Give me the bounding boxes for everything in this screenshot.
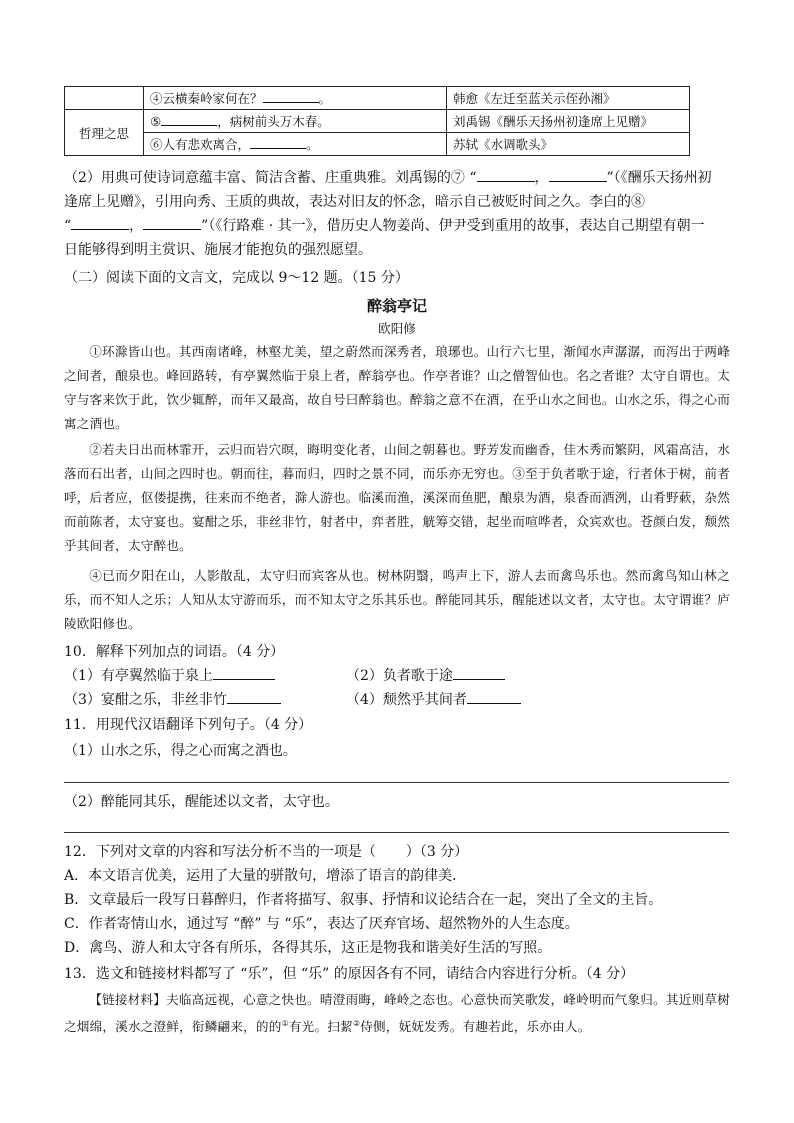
allusion-line-1: （2）用典可使诗词意蕴丰富、简洁含蓄、庄重典雅。刘禹锡的⑦ “ ， ”（《酬乐天扬州初: [64, 166, 730, 190]
q11-sentence-2: （2）醉能同其乐，醒能述以文者，太守也。: [64, 794, 339, 810]
category-cell: 哲理之思: [65, 110, 144, 156]
answer-blank[interactable]: [549, 167, 607, 182]
allusion-line-2: 逢席上见赠》，引用向秀、王质的典故，表达对旧友的怀念，暗示自己被贬时间之久。李白的⑧: [64, 194, 645, 210]
verse-cell: ④云横秦岭家何在？ 。: [144, 87, 447, 110]
category-cell: [65, 87, 144, 110]
answer-blank[interactable]: [227, 689, 281, 704]
source-cell: 韩愈《左迁至蓝关示侄孙湘》: [447, 87, 690, 110]
q11-sentence-1: （1）山水之乐，得之心而寓之酒也。: [64, 743, 297, 759]
allusion-question: [64, 166, 730, 262]
verse-cell: ⑤ ，病树前头万木春。: [144, 110, 447, 133]
q12-option-b: B．文章最后一段写日暮醉归，作者将描写、叙事、抒情和议论结合在一起，突出了全文的主旨。: [64, 892, 663, 908]
poetry-fill-table: [64, 86, 690, 156]
linked-material: 【链接材料】夫临高远视，心意之快也。晴澄雨晦，峰岭之态也。心意快而笑歌发，峰岭明而气象归。其近则草树之烟绵，溪水之澄鲜，衔鳞翩来，的的①有光。扫絜②侍侧，妩妩发秀。有趣若此，乐亦由人。: [64, 992, 730, 1035]
answer-blank[interactable]: [161, 113, 217, 126]
table-row: [65, 87, 690, 110]
q11-stem: 11．用现代汉语翻译下列句子。（4 分）: [64, 717, 313, 733]
essay-paragraph-2: ②若夫日出而林霏开，云归而岩穴暝，晦明变化者，山间之朝暮也。野芳发而幽香，佳木秀而繁阴，风霜高洁，水落而石出者，山间之四时也。朝而往，暮而归，四时之景不同，而乐亦无穷也。③至于负者歌于途，行者休于树，前者呼，后者应，伛偻提携，往来而不绝者，滁人游也。临溪而渔，溪深而鱼肥，酿泉为酒，泉香而酒洌，山肴野蔌，杂然而前陈者，太守宴也。宴酣之乐，非丝非竹，射者中，弈者胜，觥筹交错，起坐而喧哗者，众宾欢也。苍颜白发，颓然乎其间者，太守醉也。: [64, 442, 730, 553]
q10-item-4: （4）颓然乎其间者: [346, 688, 521, 712]
essay-title: 醉翁亭记: [366, 297, 427, 315]
answer-blank[interactable]: [477, 167, 535, 182]
q10-stem: 10．解释下列加点的词语。（4 分）: [64, 644, 285, 660]
answer-line[interactable]: [64, 782, 729, 783]
answer-line[interactable]: [64, 832, 729, 833]
source-cell: 刘禹锡《酬乐天扬州初逢席上见赠》: [447, 110, 690, 133]
footnote-mark: ②: [352, 1019, 361, 1028]
allusion-line-3: “ ， ”（《行路难 · 其一》，借历史人物姜尚、伊尹受到重用的故事，表达自己期望有朝一: [64, 214, 730, 238]
essay-author: 欧阳修: [378, 321, 416, 336]
q12-stem: 12．下列对文章的内容和写法分析不当的一项是（ ）（3 分）: [64, 844, 469, 860]
answer-blank[interactable]: [143, 215, 201, 230]
section-heading: （二）阅读下面的文言文，完成以 9～12 题。（15 分）: [64, 270, 409, 286]
essay-paragraph-3: ④已而夕阳在山，人影散乱，太守归而宾客从也。树林阴翳，鸣声上下，游人去而禽鸟乐也。然而禽鸟知山林之乐，而不知人之乐；人知从太守游而乐，而不知太守之乐其乐也。醉能同其乐，醒能述以文者，太守也。太守谓谁？庐陵欧阳修也。: [64, 568, 730, 631]
q12-option-d: D．禽鸟、游人和太守各有所乐，各得其乐，这正是物我和谐美好生活的写照。: [64, 940, 552, 956]
footnote-mark: ①: [281, 1019, 289, 1028]
answer-blank[interactable]: [453, 665, 505, 680]
answer-blank[interactable]: [250, 136, 306, 149]
answer-blank[interactable]: [213, 665, 275, 680]
answer-blank[interactable]: [263, 90, 319, 103]
essay-paragraph-1: ①环滁皆山也。其西南诸峰，林壑尤美，望之蔚然而深秀者，琅琊也。山行六七里，渐闻水声潺潺，而泻出于两峰之间者，酿泉也。峰回路转，有亭翼然临于泉上者，醉翁亭也。作亭者谁？山之僧智仙也。名之者谁？太守自谓也。太守与客来饮于此，饮少辄醉，而年又最高，故自号曰醉翁也。醉翁之意不在酒，在乎山水之间也。山水之乐，得之心而寓之酒也。: [64, 344, 730, 431]
q10-item-3: （3）宴酣之乐，非丝非竹: [64, 688, 281, 712]
answer-blank[interactable]: [71, 215, 129, 230]
table-row: [65, 133, 690, 156]
material-label: 【链接材料】: [89, 992, 167, 1007]
q12-option-c: C．作者寄情山水，通过写 “醉” 与 “乐”，表达了厌弃官场、超然物外的人生态度。: [64, 916, 579, 932]
allusion-line-4: 日能够得到明主赏识、施展才能抱负的强烈愿望。: [64, 242, 372, 258]
q12-option-a: A．本文语言优美，运用了大量的骈散句，增添了语言的韵律美．: [64, 868, 467, 884]
q10-item-1: （1）有亭翼然临于泉上: [64, 664, 275, 688]
verse-cell: ⑥人有悲欢离合， 。: [144, 133, 447, 156]
source-cell: 苏轼《水调歌头》: [447, 133, 690, 156]
q10-item-2: （2）负者歌于途: [346, 664, 505, 688]
table-row: [65, 110, 690, 133]
q13-stem: 13．选文和链接材料都写了 “乐”，但 “乐” 的原因各有不同，请结合内容进行分析。（4 分）: [64, 966, 635, 982]
answer-blank[interactable]: [467, 689, 521, 704]
